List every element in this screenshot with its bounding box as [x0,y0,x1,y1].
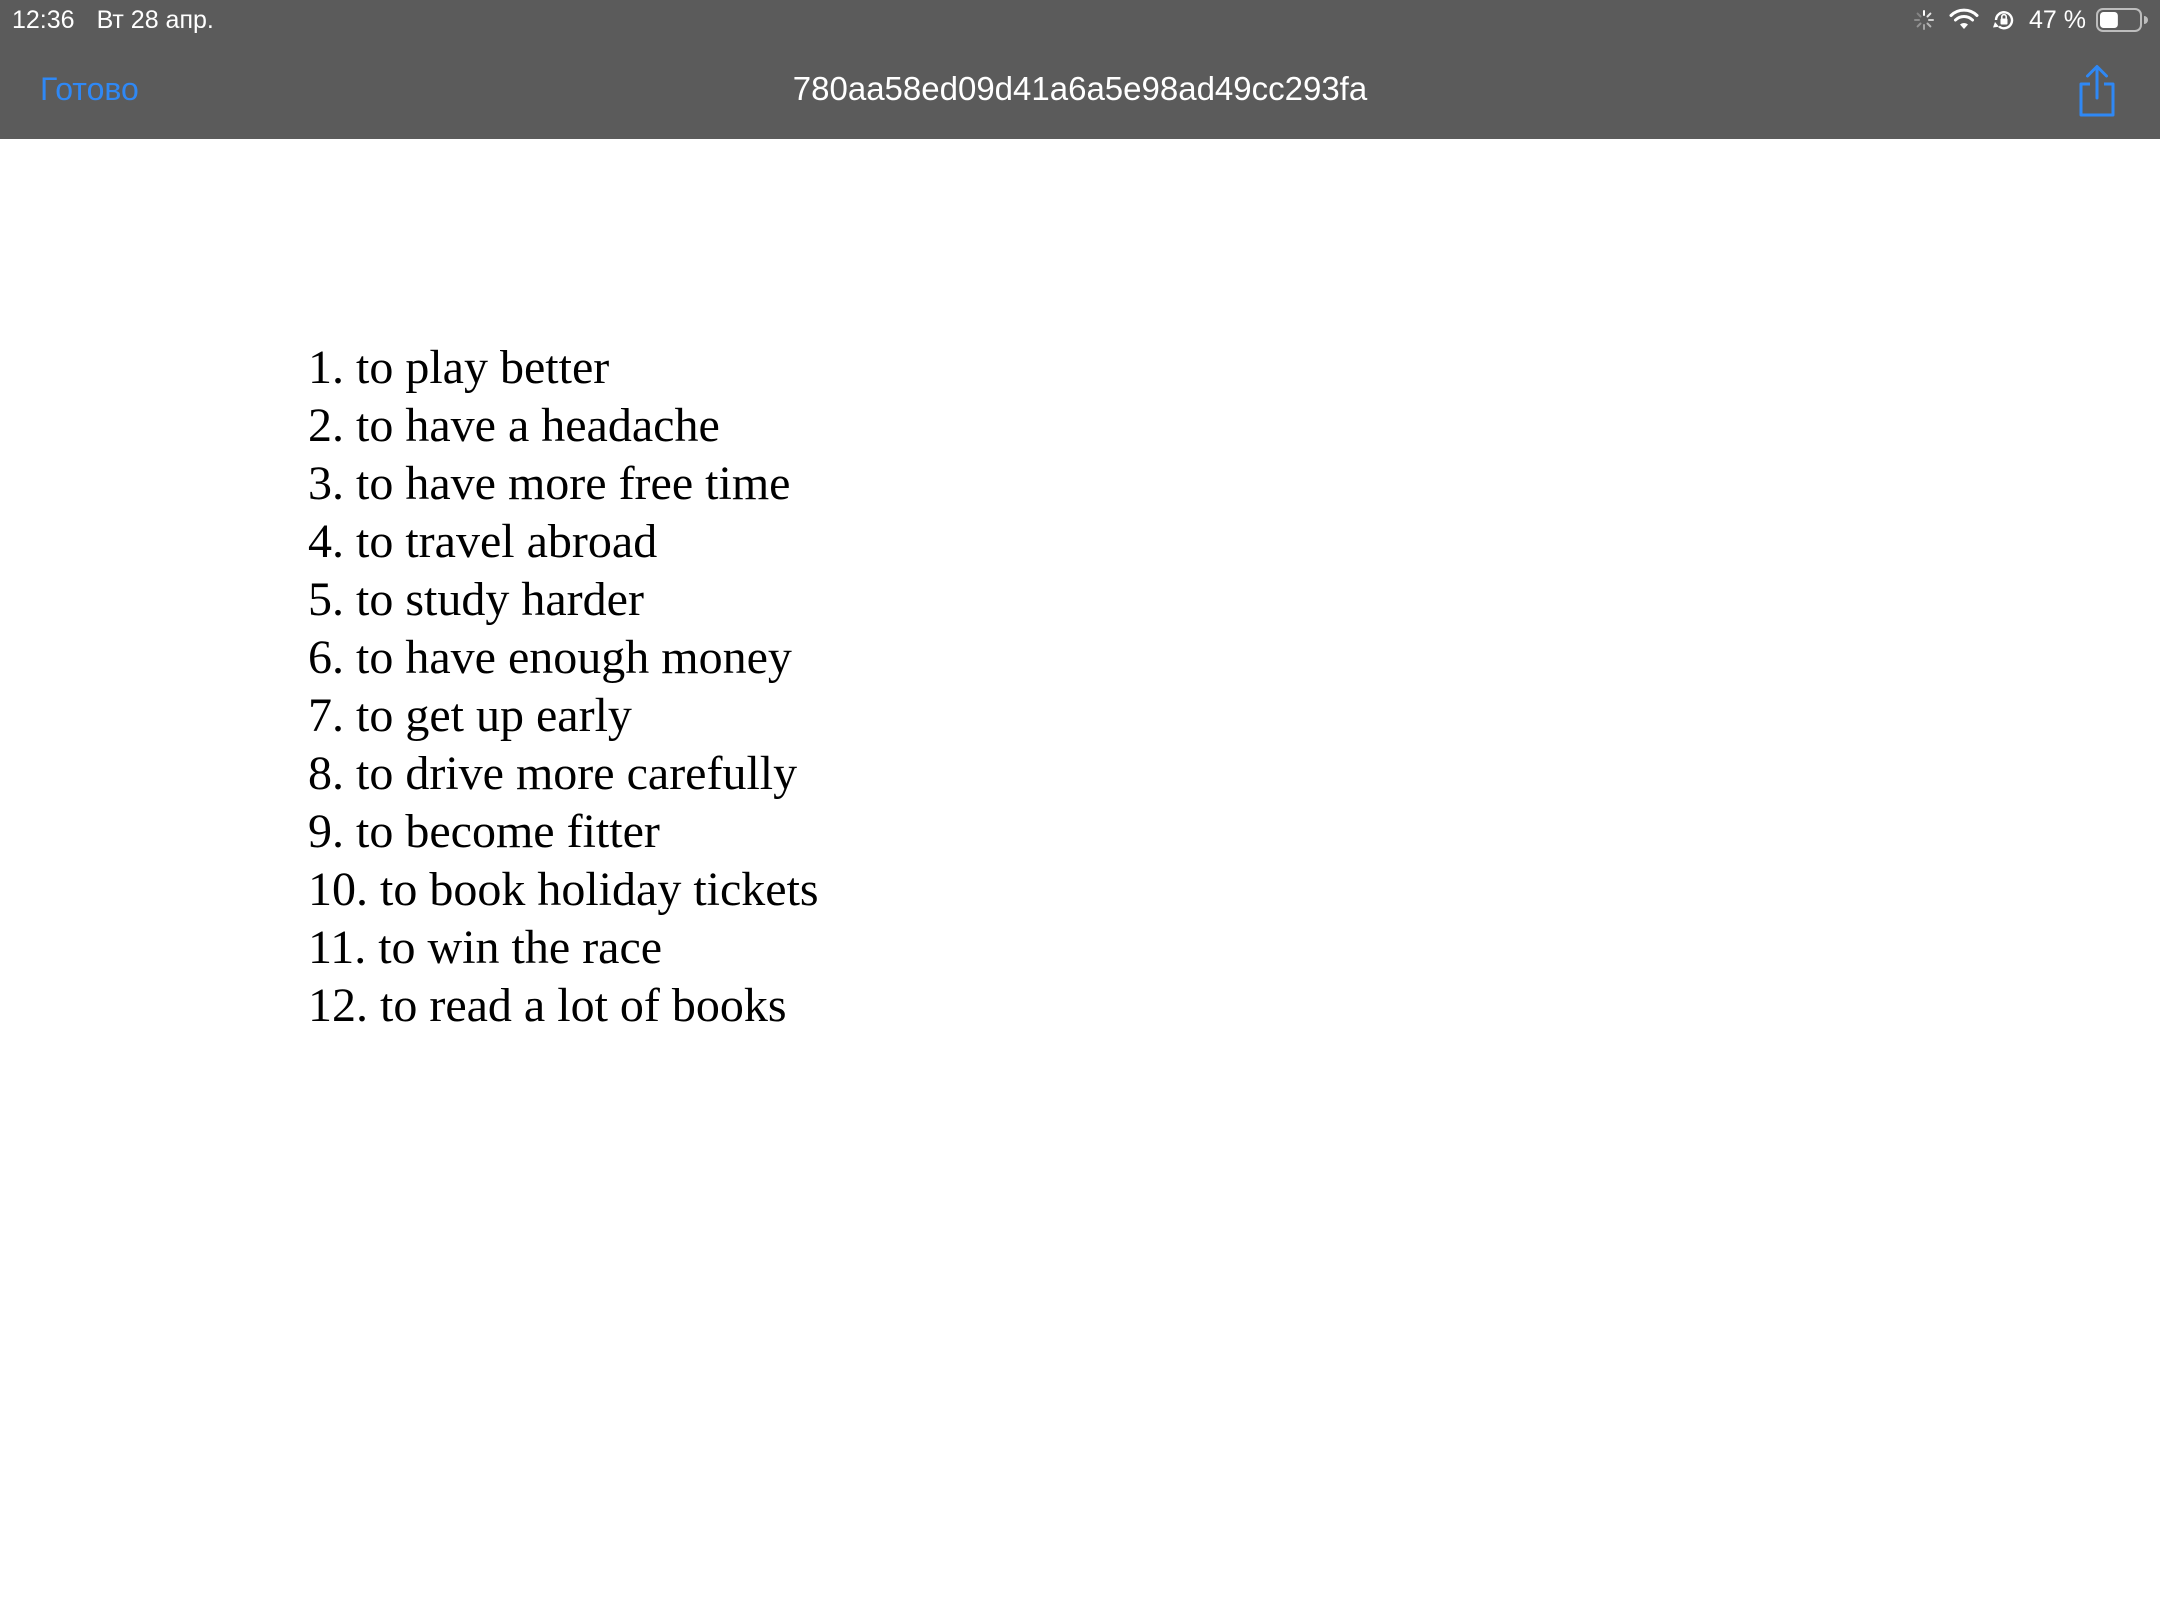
list-item: 11. to win the race [308,921,663,974]
battery-percent: 47 % [2029,5,2086,34]
status-date: Вт 28 апр. [96,6,214,34]
list-item: 12. to read a lot of books [308,979,787,1032]
status-bar-right [1909,4,2148,36]
list-item: 7. to get up early [308,689,632,742]
list-item: 6. to have enough money [308,631,792,684]
activity-spinner-icon [1909,5,1939,35]
share-button[interactable] [2070,62,2124,120]
share-icon [2075,64,2119,118]
wifi-icon [1949,5,1979,35]
list-item: 10. to book holiday tickets [308,863,819,916]
list-item: 2. to have a headache [308,399,720,452]
status-time: 12:36 [12,6,75,34]
list-item: 1. to play better [308,341,610,394]
list-item: 8. to drive more carefully [308,747,798,800]
list-item: 3. to have more free time [308,457,791,510]
list-item: 5. to study harder [308,573,644,626]
list-item: 4. to travel abroad [308,515,658,568]
done-button[interactable]: Готово [40,71,139,107]
document-title: 780aa58ed09d41a6a5e98ad49cc293fa [792,70,1368,107]
top-chrome [0,0,2160,139]
battery-icon [2096,5,2148,35]
list-item: 9. to become fitter [308,805,660,858]
phrase-list [308,339,819,1035]
document-view[interactable] [0,139,2160,1620]
status-bar-left [12,4,214,36]
orientation-lock-icon [1989,5,2019,35]
